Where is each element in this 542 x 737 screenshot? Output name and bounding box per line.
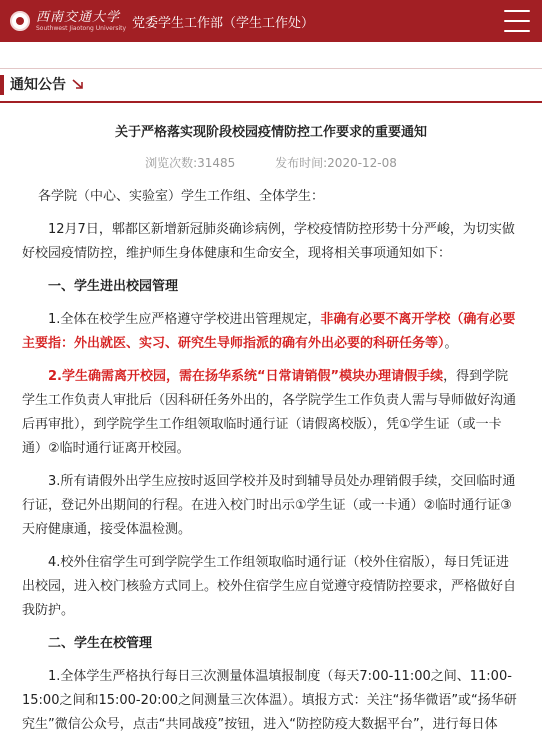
arrow-down-right-icon xyxy=(70,76,86,92)
article-meta xyxy=(0,154,542,171)
site-logo[interactable] xyxy=(10,11,314,32)
paragraph-1: 1.全体在校学生应严格遵守学校进出管理规定，非确有必要不离开学校（确有必要主要指：外出就医、实习、研究生导师指派的确有外出必要的科研任务等）。 xyxy=(22,312,516,351)
paragraph-5: 1.全体学生严格执行每日三次测量体温填报制度（每天7:00-11:00之间、11:00-15:00之间和15:00-20:00之间测量三次体温）。填报方式：关注“扬华微语”或“扬华研究生”微信公众号，点击“共同战疫”按钮，进入“防控防疫大数据平台”，进行每日体 xyxy=(22,669,517,732)
heading-2: 二、学生在校管理 xyxy=(48,636,153,651)
view-count: 浏览次数:31485 xyxy=(145,156,236,170)
highlight-text: 学生确需离开校园，需在扬华系统“日常请销假”模块办理请假手续 xyxy=(61,369,444,384)
university-seal-icon xyxy=(10,11,30,31)
publish-date: 发布时间:2020-12-08 xyxy=(275,156,397,170)
article-title: 关于严格落实现阶段校园疫情防控工作要求的重要通知 xyxy=(114,125,427,140)
top-bar xyxy=(0,0,542,42)
logo-chinese-name: 西南交通大学 xyxy=(36,9,121,25)
heading-1: 一、学生进出校园管理 xyxy=(48,279,179,294)
paragraph-4: 4.校外住宿学生可到学院学生工作组领取临时通行证（校外住宿版），每日凭证进出校园，进入校门核验方式同上。校外住宿学生应自觉遵守疫情防控要求，严格做好自我防护。 xyxy=(22,555,517,618)
department-name: 党委学生工作部（学生工作处） xyxy=(132,15,315,31)
section-title: 通知公告 xyxy=(10,77,66,93)
intro-paragraph: 12月7日，郫都区新增新冠肺炎确诊病例，学校疫情防控形势十分严峻，为切实做好校园疫情防控，维护师生身体健康和生命安全，现将相关事项通知如下： xyxy=(22,222,515,261)
paragraph-2: 2.学生确需离开校园，需在扬华系统“日常请销假”模块办理请假手续，得到学院学生工作负责人审批后（因科研任务外出的，各学院学生工作负责人需与导师做好沟通后再审批），到学院学生工作组领取临时通行证（请假离校版），凭①学生证（或一卡通）②临时通行证离开校园。 xyxy=(22,369,517,456)
highlight-text: 非确有必要不离开学校（确有必要主要指：外出就医、实习、研究生导师指派的确有外出必要的科研任务等） xyxy=(22,312,516,351)
paragraph-3: 3.所有请假外出学生应按时返回学校并及时到辅导员处办理销假手续，交回临时通行证，登记外出期间的行程。在进入校门时出示①学生证（或一卡通）②临时通行证③天府健康通，接受体温检测。 xyxy=(22,474,516,537)
logo-english-name: Southwest Jiaotong University xyxy=(36,24,127,32)
section-divider xyxy=(0,101,542,103)
section-header xyxy=(0,68,542,99)
hamburger-menu-icon[interactable] xyxy=(504,10,530,32)
article-body xyxy=(0,171,542,737)
greeting: 各学院（中心、实验室）学生工作组、全体学生： xyxy=(38,189,325,204)
